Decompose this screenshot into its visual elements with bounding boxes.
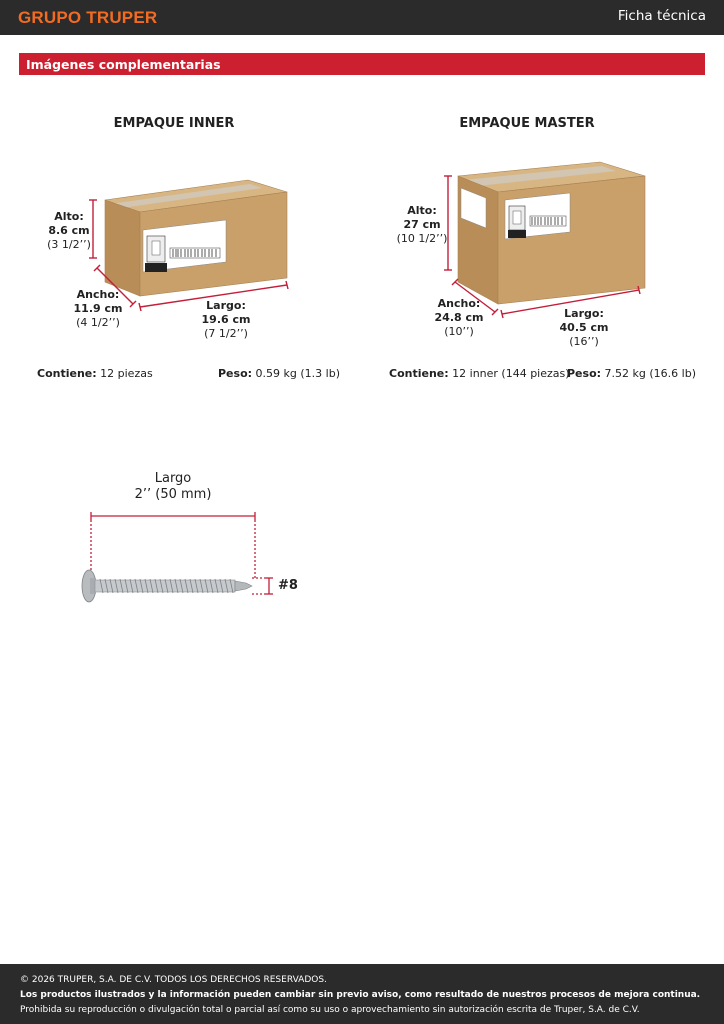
- inner-contiene: [37, 367, 153, 380]
- screw-largo-value: 2’’ (50 mm): [134, 487, 212, 502]
- master-largo-cm: 40.5 cm: [559, 321, 609, 334]
- inner-peso: [218, 367, 340, 380]
- master-alto-label: Alto:: [407, 204, 437, 217]
- footer-prohibition: Prohibida su reproducción o divulgación total o parcial así como su uso o aprovechamiento sin autorización escrita de Truper, S.A. de C.V.: [20, 1005, 640, 1015]
- inner-pack-title: EMPAQUE INNER: [113, 116, 235, 131]
- inner-ancho-in: (4 1/2’’): [76, 316, 120, 329]
- master-alto-dimension: [394, 204, 450, 246]
- inner-alto-cm: 8.6 cm: [48, 224, 90, 237]
- master-alto-cm: 27 cm: [403, 218, 441, 231]
- section-title: Imágenes complementarias: [26, 57, 221, 72]
- inner-contiene-label: Contiene:: [37, 367, 97, 380]
- master-peso: [567, 367, 696, 380]
- master-box-label: [505, 193, 570, 239]
- inner-peso-label: Peso:: [218, 367, 253, 380]
- master-box-illustration: [444, 162, 645, 318]
- master-ancho-cm: 24.8 cm: [434, 311, 484, 324]
- master-pack-title: EMPAQUE MASTER: [459, 116, 595, 131]
- inner-ancho-dimension: [70, 288, 126, 330]
- master-ancho-in: (10’’): [444, 325, 474, 338]
- inner-largo-label: Largo:: [206, 299, 246, 312]
- page-footer: [0, 964, 724, 1024]
- inner-contiene-value: 12 piezas: [100, 367, 153, 380]
- inner-alto-label: Alto:: [54, 210, 84, 223]
- inner-ancho-label: Ancho:: [76, 288, 120, 301]
- inner-largo-cm: 19.6 cm: [201, 313, 251, 326]
- document-type-label: Ficha técnica: [617, 8, 706, 24]
- inner-largo-in: (7 1/2’’): [204, 327, 248, 340]
- master-peso-label: Peso:: [567, 367, 602, 380]
- brand-logo: GRUPO TRUPER: [18, 8, 158, 27]
- master-ancho-label: Ancho:: [437, 297, 481, 310]
- master-contiene-label: Contiene:: [389, 367, 449, 380]
- master-largo-label: Largo:: [564, 307, 604, 320]
- master-contiene: [389, 367, 570, 380]
- inner-alto-in: (3 1/2’’): [47, 238, 91, 251]
- inner-ancho-cm: 11.9 cm: [73, 302, 123, 315]
- inner-alto-dimension: [42, 210, 96, 252]
- master-ancho-dimension: [430, 297, 488, 339]
- master-peso-value: 7.52 kg (16.6 lb): [604, 367, 696, 380]
- screw-largo-label: Largo: [154, 471, 192, 486]
- footer-notice: Los productos ilustrados y la información pueden cambiar sin previo aviso, como resultado de nuestros procesos de mejora continua.: [20, 990, 701, 1000]
- screw-length-caption: [93, 471, 253, 503]
- screw-illustration: [82, 512, 273, 602]
- inner-peso-value: 0.59 kg (1.3 lb): [255, 367, 340, 380]
- master-largo-in: (16’’): [569, 335, 599, 348]
- master-contiene-value: 12 inner (144 piezas): [452, 367, 570, 380]
- master-alto-in: (10 1/2’’): [396, 232, 448, 245]
- master-largo-dimension: [554, 307, 614, 349]
- inner-largo-dimension: [196, 299, 256, 341]
- screw-gauge: #8: [278, 578, 298, 593]
- footer-copyright: © 2026 TRUPER, S.A. DE C.V. TODOS LOS DERECHOS RESERVADOS.: [20, 975, 327, 985]
